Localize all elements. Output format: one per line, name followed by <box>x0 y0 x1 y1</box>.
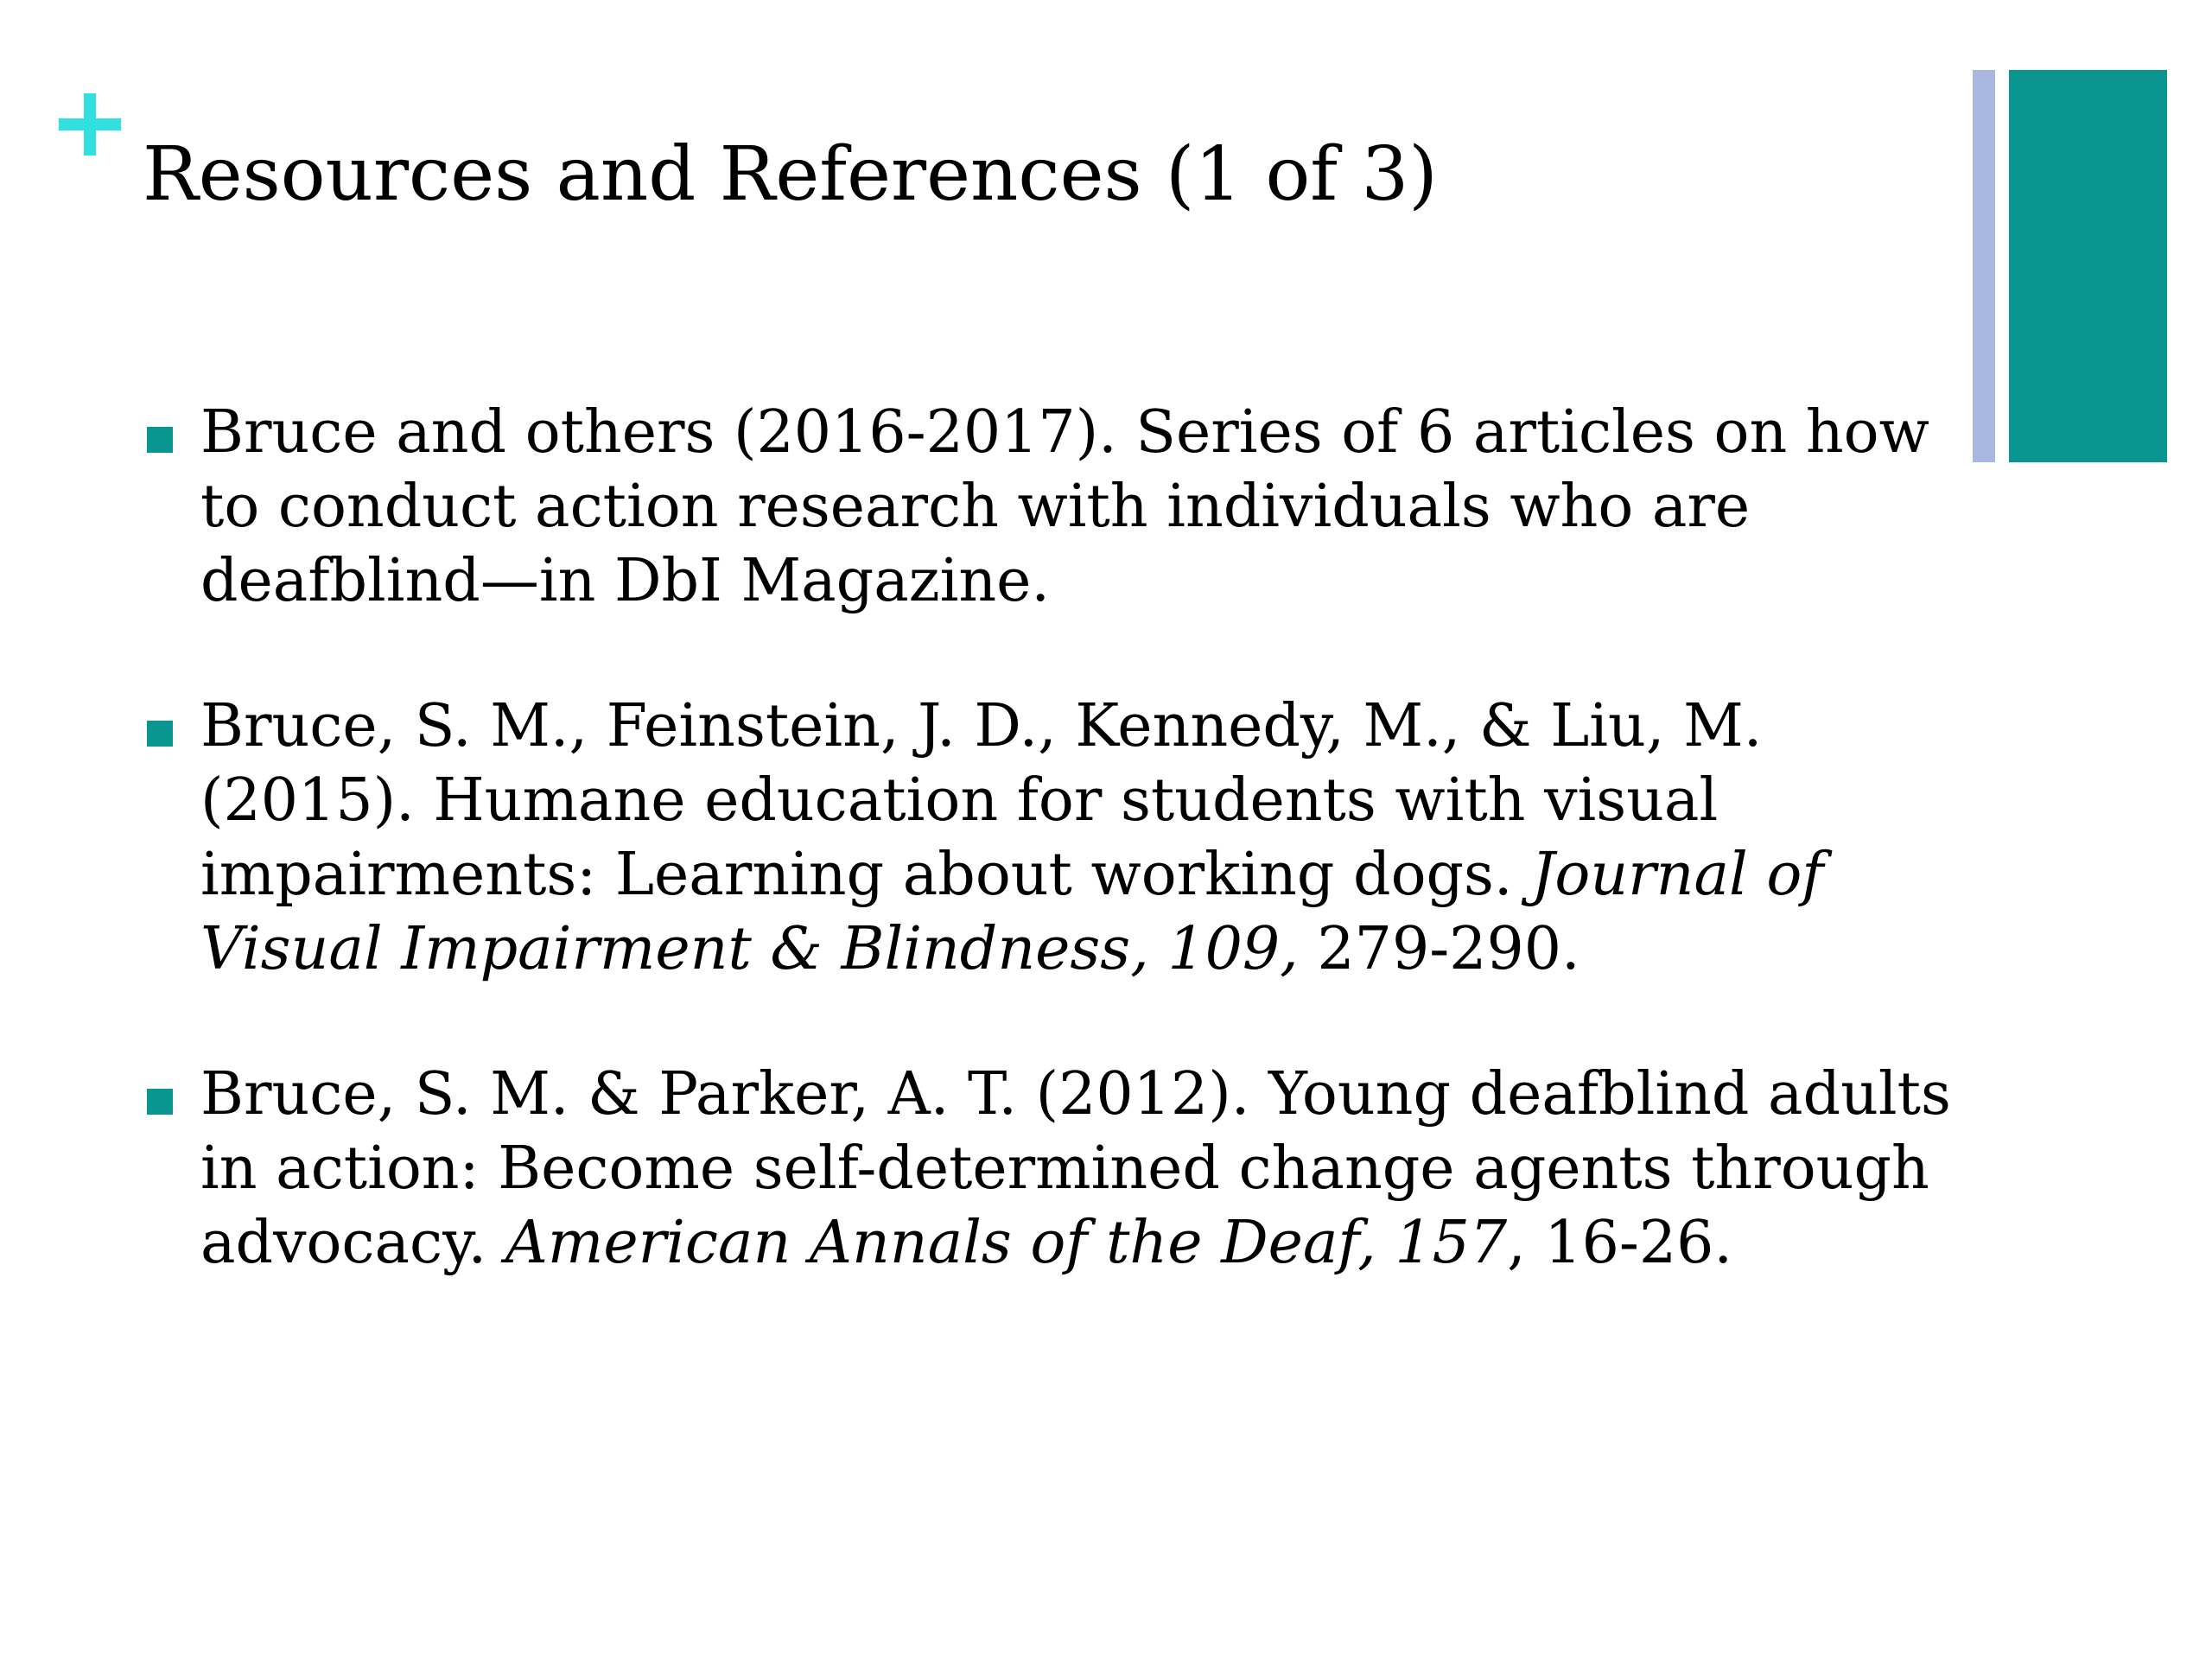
reference-item-3 <box>147 1058 1970 1281</box>
reference-pages: , 16-26. <box>1507 1209 1733 1277</box>
reference-item-2 <box>147 690 1970 987</box>
plus-icon <box>59 93 121 156</box>
reference-pages: 279-290. <box>1298 915 1580 983</box>
decorative-bar-light <box>1973 70 1995 462</box>
square-bullet-icon <box>147 427 173 453</box>
slide-title: Resources and References (1 of 3) <box>143 131 1438 218</box>
square-bullet-icon <box>147 1089 173 1115</box>
decorative-bar-teal <box>2009 70 2167 462</box>
reference-journal: American Annals of the Deaf, 157 <box>505 1209 1508 1277</box>
reference-journal: Journal of Visual Impairment & Blindness, 109, <box>200 841 1824 983</box>
reference-text: Bruce and others (2016-2017). Series of 6 articles on how to conduct action research with individuals who are deafblind—in DbI Magazine. <box>200 398 1929 615</box>
reference-text: Bruce, S. M. & Parker, A. T. (2012). Young deafblind adults in action: Become self-determined change agents through advocacy. <box>200 1060 1951 1277</box>
reference-item-1 <box>147 396 1970 619</box>
reference-list <box>147 396 1970 1351</box>
reference-text: Bruce, S. M., Feinstein, J. D., Kennedy, M., & Liu, M. (2015). Humane education for students with visual impairments: Learning about working dogs. <box>200 692 1763 909</box>
square-bullet-icon <box>147 721 173 747</box>
